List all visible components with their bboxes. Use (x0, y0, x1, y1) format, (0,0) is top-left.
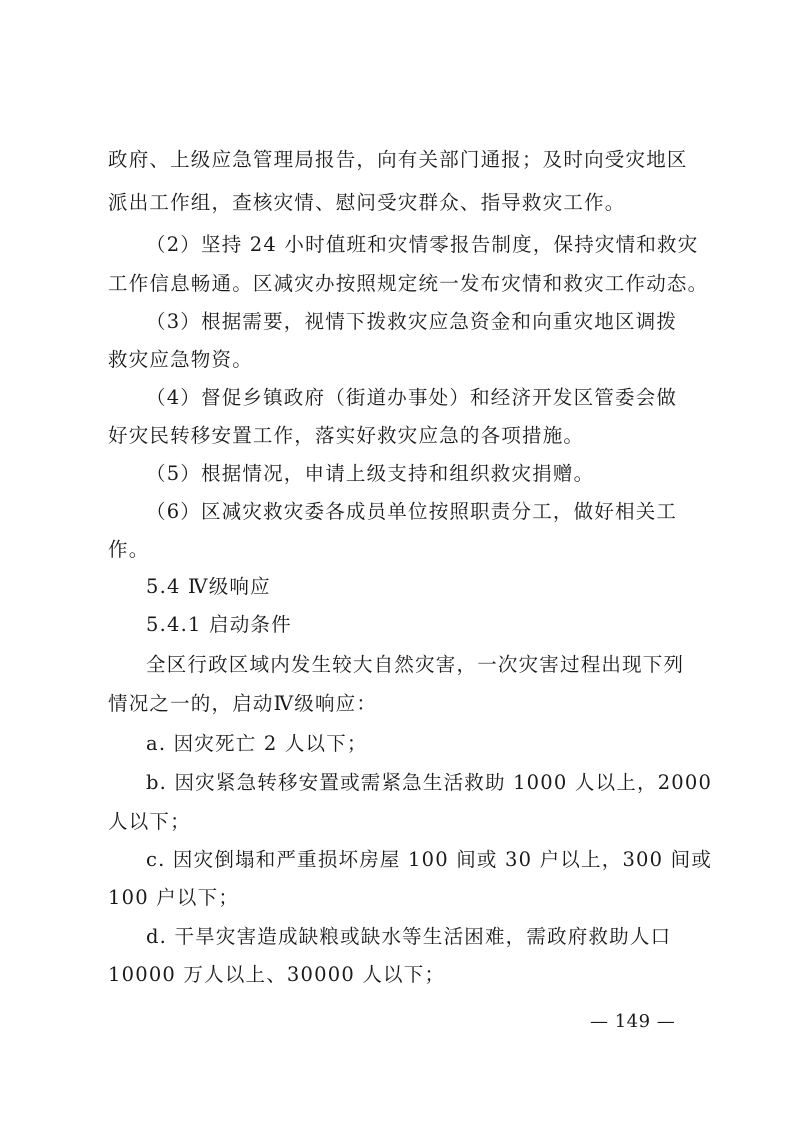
paragraph-line: （6）区减灾救灾委各成员单位按照职责分工，做好相关工 (146, 500, 678, 523)
section-heading: 5.4 Ⅳ级响应 (146, 575, 271, 598)
paragraph-line: 救灾应急物资。 (108, 348, 253, 371)
paragraph-line: （3）根据需要，视情下拨救灾应急资金和向重灾地区调拨 (146, 310, 678, 333)
subsection-heading: 5.4.1 启动条件 (146, 613, 292, 636)
list-item: d. 干旱灾害造成缺粮或缺水等生活困难，需政府救助人口 (146, 925, 672, 948)
paragraph-line: 人以下； (108, 810, 191, 833)
paragraph-line: 100 户以下； (108, 886, 240, 909)
paragraph-line: （5）根据情况，申请上级支持和组织救灾捐赠。 (146, 462, 595, 485)
paragraph-line: 政府、上级应急管理局报告，向有关部门通报；及时向受灾地区 (108, 148, 688, 171)
paragraph-line: 全区行政区域内发生较大自然灾害，一次灾害过程出现下列 (146, 653, 685, 676)
page-number: — 149 — (590, 1011, 676, 1032)
paragraph-line: 派出工作组，查核灾情、慰问受灾群众、指导救灾工作。 (108, 191, 626, 214)
list-item: c. 因灾倒塌和严重损坏房屋 100 间或 30 户以上，300 间或 (146, 848, 713, 871)
list-item: b. 因灾紧急转移安置或需紧急生活救助 1000 人以上，2000 (146, 771, 713, 794)
paragraph-line: 10000 万人以上、30000 人以下； (108, 963, 446, 986)
paragraph-line: （4）督促乡镇政府（街道办事处）和经济开发区管委会做 (146, 386, 678, 409)
list-item: a. 因灾死亡 2 人以下； (146, 732, 368, 755)
paragraph-line: （2）坚持 24 小时值班和灾情零报告制度，保持灾情和救灾 (146, 233, 699, 256)
paragraph-line: 作。 (108, 538, 150, 561)
paragraph-line: 好灾民转移安置工作，落实好救灾应急的各项措施。 (108, 424, 585, 447)
paragraph-line: 情况之一的，启动Ⅳ级响应： (108, 692, 378, 715)
paragraph-line: 工作信息畅通。区减灾办按照规定统一发布灾情和救灾工作动态。 (108, 272, 709, 295)
